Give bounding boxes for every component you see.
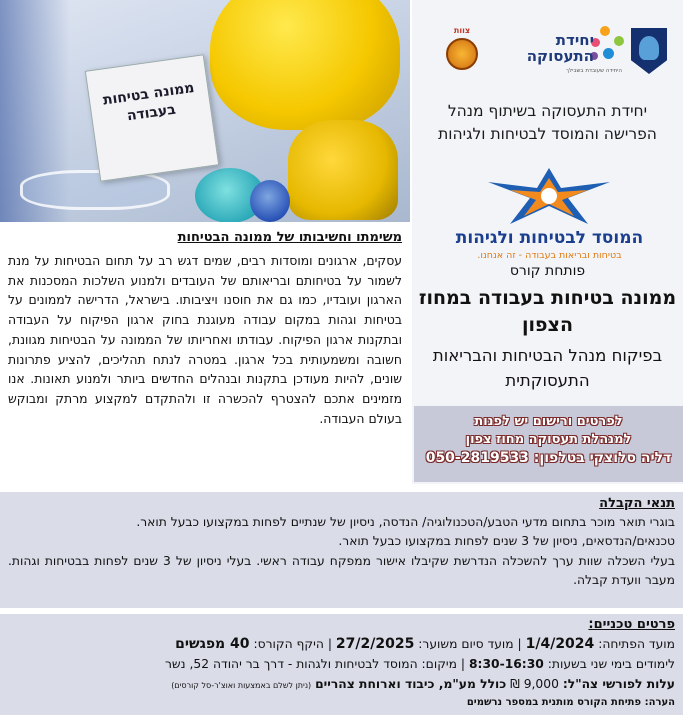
cost-label: עלות לפורשי צה"ל: <box>562 677 675 691</box>
start-date: 1/4/2024 <box>525 636 595 652</box>
start-label: מועד הפתיחה: <box>598 637 675 651</box>
contact-box <box>414 406 683 482</box>
institute-star-icon <box>488 168 610 224</box>
condition-2: טכנאים/הנדסאים, ניסיון של 3 שנים לפחות במקצועו כבעל תואר. <box>338 534 675 549</box>
opens-course-text: פותחת קורס <box>509 263 586 279</box>
mission-body: עסקים, ארגונים ומוסדות רבים, שמים דגש רב על תחום הבטיחות על מנת לשמור על בטיחותם ובריאותם של העובדים ולמנוע השלכות המסכנות את הארגון ועובדיו, כמו גם את חוסנו ויציבותו. בישראל, הדרישה לממונים על בטיחות וגהות במקום עבודה מעוגנת בחוק ארגון הפיקוח על העבודה ובתקנות ארגון הפיקוח. עבודתו ואחריותו של הממונה על הבטיחות מגוונת, חשובה ומשמעותית בכל ארגון. במטרה לנתח תהליכים, להציע פתרונות שונים, להיות מעודכן בתקנות ובנהלים החדשים ביותר ולמנוע תאונות. אנו מזמינים אתכם להצטרף להכשרה זו ולהתקדם למקצוע מרתק ומבוקש בעולם העבודה. <box>8 253 402 426</box>
hard-hat-image <box>210 0 400 130</box>
tech-heading: פרטים טכניים: <box>588 617 675 632</box>
institute-slogan: בטיחות ובריאות בעבודה - זה אנחנו. <box>477 250 622 261</box>
dust-mask-blue-image <box>250 180 290 222</box>
end-label: מועד סיום משוער: <box>418 637 514 651</box>
employment-unit-logo <box>526 24 624 84</box>
partnership-text: יחידת התעסוקה בשיתוף מנהל הפרישה והמוסד לבטיחות ולגיהות <box>438 102 657 143</box>
scope-label: היקף הקורס: <box>253 637 324 651</box>
end-date: 27/2/2025 <box>335 636 415 652</box>
schedule-row: לימודים בימי שני בשעות: 8:30-16:30 | מיקום: המוסד לבטיחות ולגהות - דרך בר יהודה 52, נשר <box>164 657 675 671</box>
supervision-text: בפיקוח מנהל הבטיחות והבריאות התעסוקתית <box>432 346 663 390</box>
tzvat-logo <box>440 26 484 78</box>
shield-logo-icon <box>631 28 667 74</box>
cost-note: (ניתן לשלם באמצעות ואוצ'ר-סל קורסים) <box>171 681 312 690</box>
cost-row <box>8 674 675 696</box>
safety-institute-logo <box>474 168 624 230</box>
employment-unit-tagline: היחידה שעובדת בשבילך <box>566 68 622 74</box>
scope-value: 40 מפגשים <box>175 636 250 652</box>
cost-includes: כולל מע"מ, כיבוד וארוחת צהריים <box>315 677 507 691</box>
hours-value: 8:30-16:30 <box>469 657 544 671</box>
hero-image <box>0 0 410 222</box>
contact-line-1: לפרטים ורישום יש לפנות <box>474 414 623 429</box>
course-title: ממונה בטיחות בעבודה במחוז הצפון <box>418 287 677 336</box>
mission-section <box>0 224 410 484</box>
paper-sign <box>85 54 219 182</box>
logos-row <box>412 22 683 92</box>
days-label: לימודים בימי שני בשעות: <box>547 657 675 671</box>
condition-1: בוגרי תואר מוכר בתחום מדעי הטבע/הטכנולוגיה/ הנדסה, ניסיון של שנתיים לפחות במקצועו כבעל תואר. <box>136 515 675 529</box>
employment-unit-name: יחידת התעסוקה <box>526 31 594 65</box>
dates-row: מועד הפתיחה: 1/4/2024 | מועד סיום משוער: 27/2/2025 | היקף הקורס: 40 מפגשים <box>175 636 675 652</box>
safety-glasses-image <box>20 170 170 210</box>
condition-3: בעלי השכלה שוות ערך להשכלה הנדרשת שקיבלו אישור ממפקח עבודה ראשי. בעלי ניסיון של 3 שנים לפחות בבטיחות וגהות. מעבר וועדת קבלה. <box>8 553 675 587</box>
contact-phone-line: דליה סלוצקי בטלפון: 050-2819533 <box>425 450 672 466</box>
admission-conditions <box>0 492 683 608</box>
cost-value: 9,000 <box>523 677 559 691</box>
conditions-heading: תנאי הקבלה <box>599 496 675 511</box>
technical-details <box>0 614 683 715</box>
glove-image <box>288 120 398 220</box>
footnote: הערה: פתיחת הקורס מותנית במספר נרשמים <box>466 697 675 708</box>
institute-name: המוסד לבטיחות ולגיהות <box>455 228 644 248</box>
contact-line-2: למנהלת תעסוקה מחוז צפון <box>465 432 632 447</box>
location-text: מיקום: המוסד לבטיחות ולגהות - דרך בר יהודה 52, נשר <box>164 657 458 671</box>
course-info-panel <box>412 0 683 484</box>
tzvat-badge-icon <box>446 38 478 70</box>
shield-emblem <box>639 36 659 60</box>
paper-sign-title: ממונה בטיחות בעבודה <box>101 79 196 125</box>
mission-heading: משימתו וחשיבותו של ממונה הבטיחות <box>177 230 402 245</box>
currency-symbol: ₪ <box>510 677 520 691</box>
tzvat-label: צוות <box>453 26 471 35</box>
